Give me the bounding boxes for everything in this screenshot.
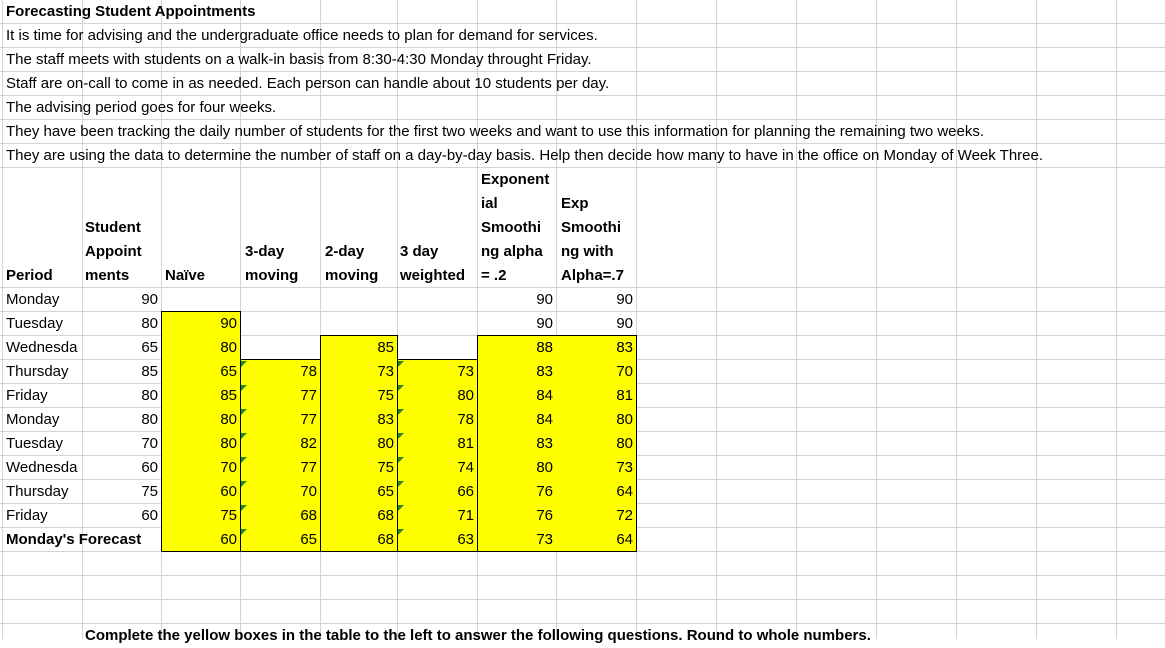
cell-appts[interactable]: 65 [141, 339, 158, 356]
cell-m3[interactable]: 77 [300, 387, 317, 404]
intro-line-3[interactable]: Staff are on-call to come in as needed. Each person can handle about 10 students per day. [6, 75, 610, 92]
cell-m3[interactable]: 78 [300, 363, 317, 380]
header-m2-2[interactable]: moving [325, 267, 379, 284]
cell-appts[interactable]: 70 [141, 435, 158, 452]
cell-m3[interactable] [240, 312, 320, 336]
header-es2-4[interactable]: ng alpha [481, 243, 543, 260]
cell-es2[interactable]: 83 [536, 435, 553, 452]
cell-appts[interactable]: 60 [141, 459, 158, 476]
cell-m2[interactable]: 80 [377, 435, 394, 452]
cell-m3[interactable] [240, 336, 320, 360]
cell-m2[interactable] [320, 288, 397, 312]
row-period-label[interactable]: Monday [6, 411, 60, 428]
cell-appts[interactable]: 75 [141, 483, 158, 500]
row-period-label[interactable]: Wednesda [6, 459, 78, 476]
header-appts-2[interactable]: Appoint [85, 243, 142, 260]
row-period-label[interactable]: Tuesday [6, 435, 63, 452]
formula-warning-icon [398, 457, 404, 463]
cell-es2[interactable]: 73 [536, 531, 553, 548]
cell-appts[interactable]: 80 [141, 411, 158, 428]
formula-warning-icon [241, 505, 247, 511]
formula-warning-icon [241, 529, 247, 535]
cell-m2[interactable]: 68 [377, 507, 394, 524]
cell-es7[interactable]: 73 [616, 459, 633, 476]
cell-appts[interactable]: 60 [141, 507, 158, 524]
cell-w3[interactable]: 66 [457, 483, 474, 500]
header-es7-2[interactable]: Smoothi [561, 219, 621, 236]
cell-es7[interactable]: 83 [616, 339, 633, 356]
cell-m3[interactable]: 77 [300, 459, 317, 476]
cell-es2[interactable]: 88 [536, 339, 553, 356]
cell-es2[interactable]: 84 [536, 387, 553, 404]
cell-naive[interactable]: 70 [220, 459, 237, 476]
cell-m2[interactable]: 73 [377, 363, 394, 380]
formula-warning-icon [241, 361, 247, 367]
cell-es7[interactable]: 72 [616, 507, 633, 524]
cell-m2[interactable]: 68 [377, 531, 394, 548]
formula-warning-icon [398, 409, 404, 415]
cell-m2[interactable]: 65 [377, 483, 394, 500]
cell-naive[interactable]: 80 [220, 339, 237, 356]
header-es2-3[interactable]: Smoothi [481, 219, 541, 236]
cell-w3[interactable]: 73 [457, 363, 474, 380]
intro-line-6[interactable]: They are using the data to determine the number of staff on a day-by-day basis. Help then decide how many to have in the office on Monday of Week Three. [6, 147, 1044, 164]
cell-appts[interactable]: 80 [141, 315, 158, 332]
formula-warning-icon [241, 457, 247, 463]
cell-m2[interactable]: 83 [377, 411, 394, 428]
header-es7-1[interactable]: Exp [561, 195, 589, 212]
cell-es7[interactable]: 90 [616, 315, 633, 332]
cell-es7[interactable]: 70 [616, 363, 633, 380]
formula-warning-icon [398, 361, 404, 367]
formula-warning-icon [241, 433, 247, 439]
row-period-label[interactable]: Thursday [6, 483, 69, 500]
formula-warning-icon [398, 505, 404, 511]
header-appts-3[interactable]: ments [85, 267, 130, 284]
row-period-label[interactable]: Thursday [6, 363, 69, 380]
cell-m3[interactable]: 70 [300, 483, 317, 500]
formula-warning-icon [241, 385, 247, 391]
cell-es7[interactable]: 90 [616, 291, 633, 308]
cell-w3[interactable]: 63 [457, 531, 474, 548]
cell-w3[interactable]: 81 [457, 435, 474, 452]
header-m3-2[interactable]: moving [245, 267, 299, 284]
intro-line-1[interactable]: It is time for advising and the undergraduate office needs to plan for demand for services. [6, 27, 598, 44]
header-es2-2[interactable]: ial [481, 195, 498, 212]
header-es7-4[interactable]: Alpha=.7 [561, 267, 624, 284]
header-m3-1[interactable]: 3-day [245, 243, 285, 260]
formula-warning-icon [241, 409, 247, 415]
header-w3-1[interactable]: 3 day [400, 243, 439, 260]
cell-naive[interactable]: 80 [220, 411, 237, 428]
cell-w3[interactable] [397, 312, 477, 336]
cell-es2[interactable]: 90 [536, 291, 553, 308]
cell-es7[interactable]: 81 [616, 387, 633, 404]
cell-naive[interactable]: 80 [220, 435, 237, 452]
cell-appts[interactable] [82, 528, 161, 552]
row-period-label[interactable]: Wednesda [6, 339, 78, 356]
header-es2-5[interactable]: = .2 [481, 267, 507, 284]
cell-es2[interactable]: 83 [536, 363, 553, 380]
cell-w3[interactable] [397, 288, 477, 312]
row-period-label[interactable]: Friday [6, 507, 48, 524]
cell-es2[interactable]: 90 [536, 315, 553, 332]
cell-naive[interactable] [161, 288, 240, 312]
cell-w3[interactable]: 80 [457, 387, 474, 404]
row-period-label[interactable]: Monday's Forecast [6, 531, 142, 548]
header-naive[interactable]: Naïve [165, 267, 206, 284]
cell-naive[interactable]: 75 [220, 507, 237, 524]
cell-naive[interactable]: 65 [220, 363, 237, 380]
cell-naive[interactable]: 90 [220, 315, 237, 332]
cell-es2[interactable]: 76 [536, 483, 553, 500]
cell-appts[interactable]: 85 [141, 363, 158, 380]
cell-w3[interactable]: 74 [457, 459, 474, 476]
cell-es2[interactable]: 76 [536, 507, 553, 524]
header-w3-2[interactable]: weighted [400, 267, 466, 284]
sheet-title[interactable]: Forecasting Student Appointments [6, 3, 256, 20]
cell-m2[interactable] [320, 312, 397, 336]
cell-m3[interactable]: 65 [300, 531, 317, 548]
cell-m2[interactable]: 75 [377, 387, 394, 404]
formula-warning-icon [398, 529, 404, 535]
footer-note[interactable]: Complete the yellow boxes in the table to the left to answer the following questions. Round to whole numbers. [85, 627, 871, 644]
formula-warning-icon [398, 385, 404, 391]
cell-es7[interactable]: 64 [616, 531, 633, 548]
row-period-label[interactable]: Monday [6, 291, 60, 308]
formula-warning-icon [241, 481, 247, 487]
header-m2-1[interactable]: 2-day [325, 243, 365, 260]
cell-m2[interactable]: 75 [377, 459, 394, 476]
cell-naive[interactable]: 60 [220, 483, 237, 500]
cell-appts[interactable]: 90 [141, 291, 158, 308]
cell-es7[interactable]: 80 [616, 435, 633, 452]
cell-naive[interactable]: 85 [220, 387, 237, 404]
intro-line-2[interactable]: The staff meets with students on a walk-in basis from 8:30-4:30 Monday throught Friday. [6, 51, 592, 68]
formula-warning-icon [398, 433, 404, 439]
cell-es2[interactable]: 84 [536, 411, 553, 428]
cell-naive[interactable]: 60 [220, 531, 237, 548]
cell-w3[interactable]: 71 [457, 507, 474, 524]
header-appts-1[interactable]: Student [85, 219, 141, 236]
cell-m2[interactable]: 85 [377, 339, 394, 356]
row-period-label[interactable]: Friday [6, 387, 48, 404]
intro-line-5[interactable]: They have been tracking the daily number of students for the first two weeks and want to use this information for planning the remaining two weeks. [6, 123, 985, 140]
cell-m3[interactable]: 77 [300, 411, 317, 428]
row-period-label[interactable]: Tuesday [6, 315, 63, 332]
cell-appts[interactable]: 80 [141, 387, 158, 404]
header-es7-3[interactable]: ng with [561, 243, 614, 260]
cell-es7[interactable]: 64 [616, 483, 633, 500]
cell-m3[interactable] [240, 288, 320, 312]
cell-w3[interactable] [397, 336, 477, 360]
cell-es2[interactable]: 80 [536, 459, 553, 476]
formula-warning-icon [398, 481, 404, 487]
cell-m3[interactable]: 68 [300, 507, 317, 524]
cell-m3[interactable]: 82 [300, 435, 317, 452]
header-es2-1[interactable]: Exponent [481, 171, 550, 188]
cell-es7[interactable]: 80 [616, 411, 633, 428]
header-period[interactable]: Period [6, 267, 53, 284]
intro-line-4[interactable]: The advising period goes for four weeks. [6, 99, 277, 116]
cell-w3[interactable]: 78 [457, 411, 474, 428]
